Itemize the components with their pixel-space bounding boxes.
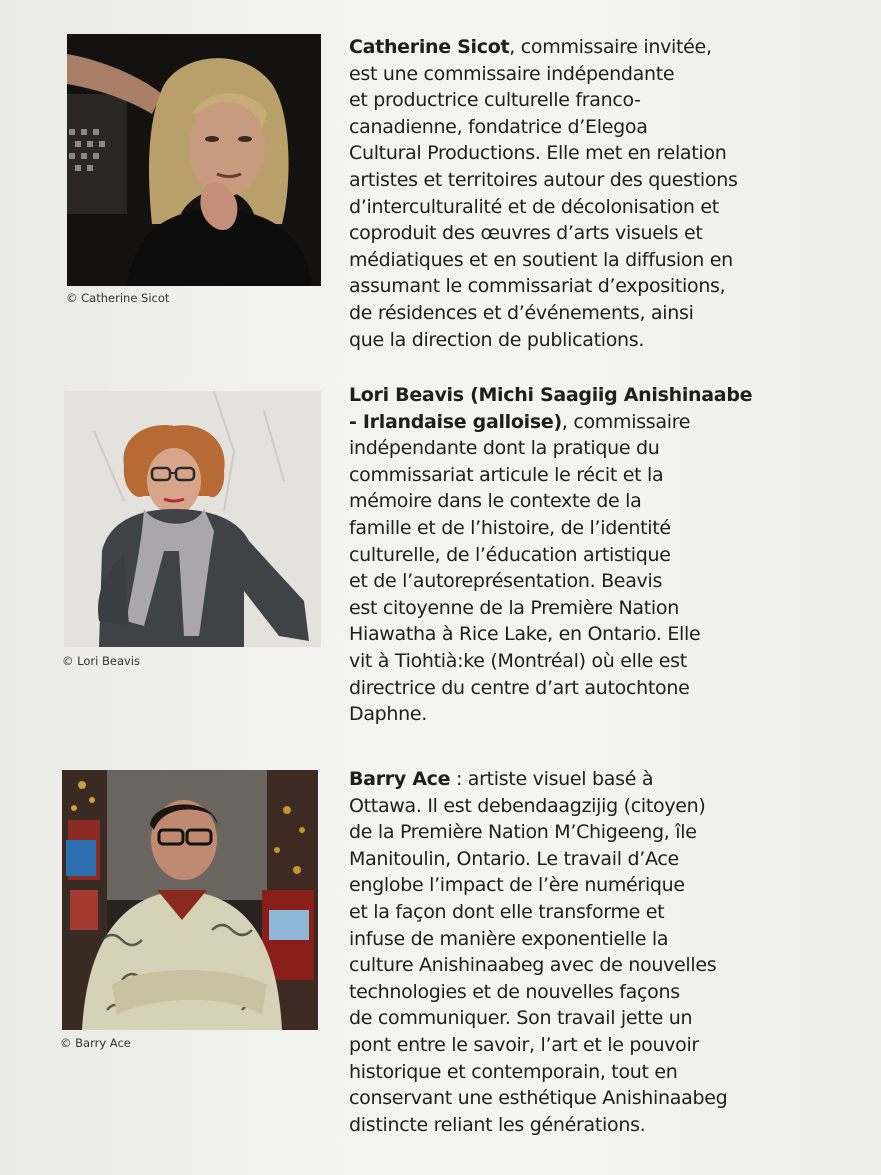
bio-line: canadienne, fondatrice d’Elegoa (349, 115, 648, 138)
photo-credit: © Catherine Sicot (66, 291, 170, 305)
bio-line: médiatiques et en soutient la diffusion en (349, 248, 733, 271)
bio-line: commissariat articule le récit et la (349, 463, 664, 486)
bio-line: est une commissaire indépendante (349, 62, 675, 85)
bio-line: et la façon dont elle transforme et (349, 900, 665, 923)
bio-line: historique et contemporain, tout en (349, 1060, 678, 1083)
bio-lori-beavis (349, 382, 754, 728)
bio-line (349, 382, 754, 409)
catherine-sicot-photo (67, 34, 321, 286)
bio-line: englobe l’impact de l’ère numérique (349, 874, 685, 897)
bio-line: Ottawa. Il est debendaagzijig (citoyen) (349, 794, 706, 817)
bio-line: Manitoulin, Ontario. Le travail d’Ace (349, 847, 679, 870)
bio-line: infuse de manière exponentielle la (349, 927, 669, 950)
bio-line: Barry Ace : artiste visuel basé à (349, 768, 654, 790)
bio-line: de résidences et d’événements, ainsi (349, 301, 694, 324)
bio-line: Hiawatha à Rice Lake, en Ontario. Elle (349, 623, 701, 646)
bio-catherine-sicot (349, 34, 754, 353)
photo-credit: © Lori Beavis (62, 654, 140, 668)
bio-line: famille et de l’histoire, de l’identité (349, 516, 671, 539)
bio-line: culturelle, de l’éducation artistique (349, 543, 671, 566)
barry-ace-photo (62, 770, 318, 1030)
bio-line: technologies et de nouvelles façons (349, 980, 680, 1003)
bio-line: Catherine Sicot, commissaire invitée, (349, 36, 712, 58)
bio-line: coproduit des œuvres d’arts visuels et (349, 222, 703, 245)
bio-line: conservant une esthétique Anishinaabeg (349, 1087, 728, 1110)
bio-line: que la direction de publications. (349, 328, 645, 351)
bio-line: de la Première Nation M’Chigeeng, île (349, 821, 697, 844)
bio-line: distincte reliant les générations. (349, 1113, 646, 1136)
person-name: Barry Ace (349, 768, 451, 790)
bio-line: artistes et territoires autour des questions (349, 168, 738, 191)
bio-line: d’interculturalité et de décolonisation et (349, 195, 719, 218)
bio-line: directrice du centre d’art autochtone (349, 676, 690, 699)
bio-line: indépendante dont la pratique du (349, 437, 660, 460)
person-name: Lori Beavis (Michi Saagiig Anishinaabe (349, 384, 753, 406)
bio-line: assumant le commissariat d’expositions, (349, 275, 726, 298)
bio-line: est citoyenne de la Première Nation (349, 596, 679, 619)
bio-barry-ace (349, 766, 754, 1138)
bio-line: pont entre le savoir, l’art et le pouvoir (349, 1033, 699, 1056)
bio-line: Cultural Productions. Elle met en relation (349, 142, 727, 165)
bio-line: Daphne. (349, 703, 428, 726)
bio-line: et productrice culturelle franco- (349, 89, 641, 112)
bio-line: - Irlandaise galloise), commissaire (349, 410, 691, 433)
bio-line: culture Anishinaabeg avec de nouvelles (349, 954, 717, 977)
bio-line: vit à Tiohtià:ke (Montréal) où elle est (349, 649, 687, 672)
person-name: Catherine Sicot (349, 36, 510, 58)
person-affiliation: - Irlandaise galloise) (349, 410, 562, 433)
lori-beavis-photo (64, 391, 321, 647)
bio-line: et de l’autoreprésentation. Beavis (349, 570, 663, 593)
photo-credit: © Barry Ace (60, 1036, 131, 1050)
bio-line: mémoire dans le contexte de la (349, 490, 642, 513)
bio-line: de communiquer. Son travail jette un (349, 1007, 693, 1030)
